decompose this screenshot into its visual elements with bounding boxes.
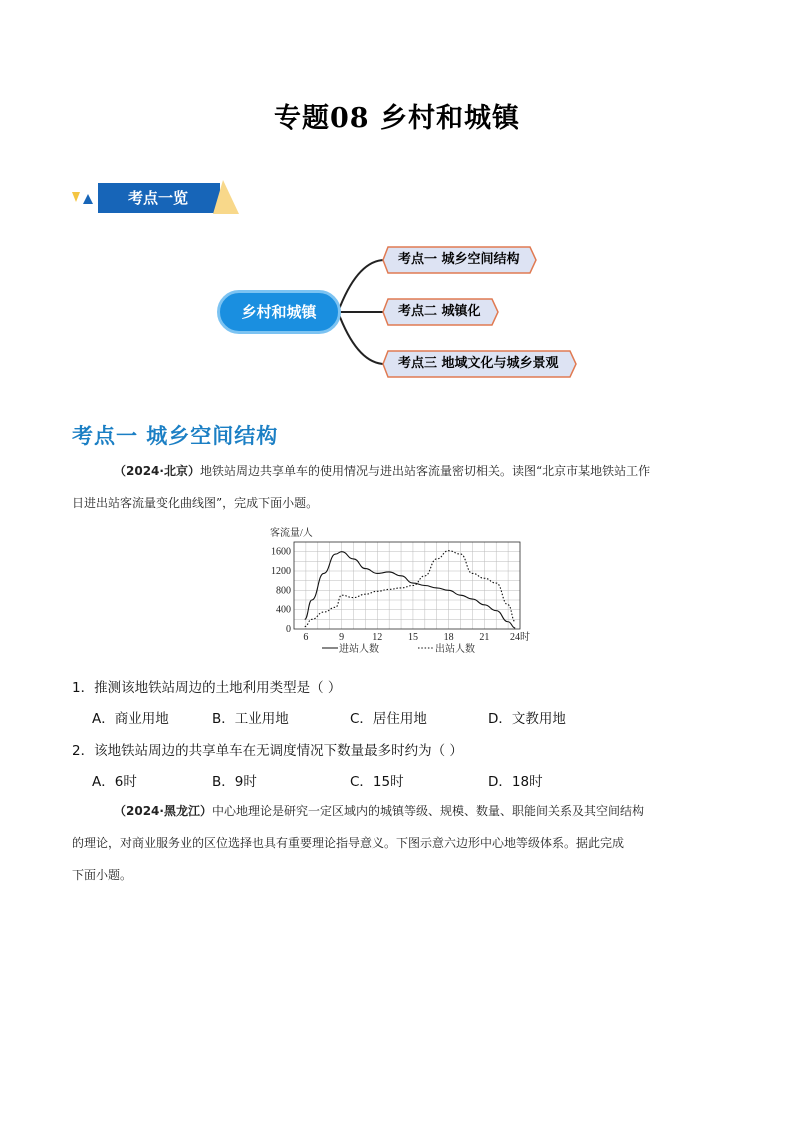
x-tick-label: 6: [303, 632, 309, 643]
chart-grid: [294, 542, 520, 629]
y-axis-label: 客流量/人: [270, 528, 313, 539]
q1-option-a[interactable]: A．商业用地: [92, 711, 169, 727]
q1-option-b[interactable]: B．工业用地: [212, 711, 289, 727]
p2-line2: 的理论，对商业服务业的区位选择也具有重要理论指导意义。下图示意六边形中心地等级体系。据此完成: [72, 836, 625, 850]
q2-option-c[interactable]: C．15时: [350, 774, 404, 790]
q2-option-d[interactable]: D．18时: [488, 774, 543, 790]
q2-option-b[interactable]: B．9时: [212, 774, 257, 790]
x-tick-label: 12: [372, 632, 383, 643]
page-title: 专题08 乡村和城镇: [274, 103, 520, 134]
question-2: 2．该地铁站周边的共享单车在无调度情况下数量最多时约为（ ）: [72, 743, 463, 759]
p2-line1: [72, 796, 722, 826]
intro-paragraph-line2: 日进出站客流量变化曲线图”，完成下面小题。: [72, 496, 319, 510]
legend-label-in: 进站人数: [339, 644, 379, 655]
y-tick-label: 0: [286, 624, 291, 635]
banner-label: 考点一览: [127, 189, 188, 207]
section-heading: 考点一 城乡空间结构: [72, 424, 279, 448]
x-tick-label: 9: [339, 632, 345, 643]
q1-option-d[interactable]: D．文教用地: [488, 711, 566, 727]
mindmap-branch-1: 考点一 城乡空间结构: [398, 252, 520, 267]
series-line-0: [305, 552, 516, 628]
p2-text1: 中心地理论是研究一定区域内的城镇等级、规模、数量、职能间关系及其空间结构: [211, 804, 644, 818]
chart-axes: [294, 542, 520, 629]
y-tick-label: 400: [276, 604, 291, 616]
intro-source: （2024·北京）: [114, 464, 200, 478]
legend-label-out: 出站人数: [435, 644, 475, 655]
passenger-flow-chart: [262, 525, 542, 660]
question-1: 1．推测该地铁站周边的土地利用类型是（ ）: [72, 680, 342, 696]
y-tick-label: 1600: [271, 546, 291, 558]
series-line-1: [305, 551, 516, 627]
x-tick-label: 21: [479, 632, 490, 643]
q2-option-a[interactable]: A．6时: [92, 774, 137, 790]
section-banner: [70, 180, 240, 216]
x-tick-label: 24时: [510, 632, 530, 643]
intro-text: 地铁站周边共享单车的使用情况与进出站客流量密切相关。读图“北京市某地铁站工作: [199, 464, 651, 478]
mindmap-center-node: 乡村和城镇: [217, 290, 341, 334]
p2-source: （2024·黑龙江）: [114, 804, 212, 818]
mindmap-branch-3: 考点三 地域文化与城乡景观: [398, 356, 559, 371]
triangle-decoration-icon: [70, 190, 100, 210]
y-tick-label: 800: [276, 585, 291, 597]
x-tick-label: 15: [407, 632, 418, 643]
banner-accent-icon: [213, 180, 239, 216]
p2-line3: 下面小题。: [72, 868, 133, 882]
y-tick-label: 1200: [271, 566, 291, 577]
q1-option-c[interactable]: C．居住用地: [350, 711, 427, 727]
chart-series: [305, 551, 516, 628]
x-tick-label: 18: [443, 632, 454, 643]
mindmap-branch-2: 考点二 城镇化: [398, 304, 481, 319]
plot-frame: [294, 542, 520, 629]
intro-paragraph-line1: [72, 456, 722, 486]
